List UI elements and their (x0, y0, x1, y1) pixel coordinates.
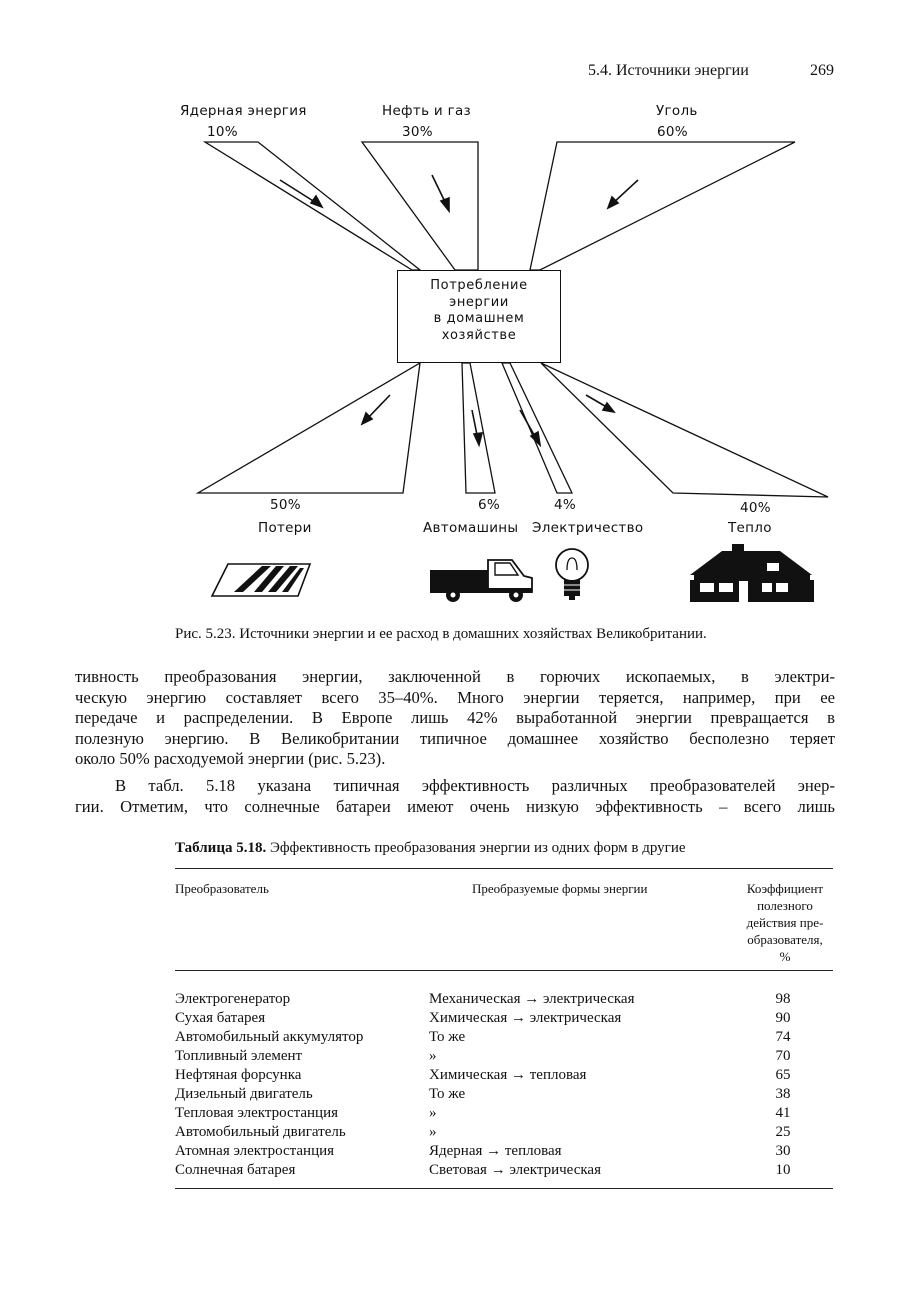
output-losses-percent: 50% (270, 497, 301, 513)
losses-flow-funnel (198, 363, 420, 493)
forms-cell: То же (429, 1029, 466, 1045)
efficiency-cell: 90 (775, 1010, 791, 1026)
forms-cell: Световая → электрическая (429, 1162, 601, 1178)
forms-cell: Химическая → электрическая (429, 1010, 622, 1026)
oil-gas-flow-funnel (362, 142, 478, 270)
efficiency-cell: 65 (775, 1067, 791, 1083)
converter-cell: Топливный элемент (175, 1048, 303, 1064)
table-row (175, 1047, 835, 1066)
paragraph-line: полезную энергию. В Великобритании типичное домашнее хозяйство бесполезно теряет (75, 728, 835, 748)
output-heat-label: Тепло (728, 520, 772, 536)
paragraph-line: ческую энергию составляет всего 35–40%. Много энергии теряется, например, при ее (75, 687, 835, 707)
truck-icon (430, 560, 532, 602)
table-top-rule (175, 868, 833, 869)
table-header-efficiency: Коэффициент полезного действия пре- образователя, % (746, 881, 824, 964)
converter-cell: Автомобильный аккумулятор (175, 1029, 364, 1045)
converter-cell: Сухая батарея (175, 1010, 266, 1026)
forms-cell: Ядерная → тепловая (429, 1143, 562, 1159)
source-nuclear-label: Ядерная энергия (180, 103, 307, 119)
house-icon (690, 544, 814, 602)
converter-cell: Атомная электростанция (175, 1143, 335, 1159)
source-oil-gas-label: Нефть и газ (382, 103, 472, 119)
output-heat-percent: 40% (740, 500, 771, 516)
output-losses-label: Потери (258, 520, 312, 536)
converter-cell: Тепловая электростанция (175, 1105, 339, 1121)
table-row (175, 1104, 835, 1123)
source-nuclear-percent: 10% (207, 124, 238, 140)
efficiency-cell: 38 (775, 1086, 791, 1102)
table-row (175, 1161, 835, 1180)
table-caption-label: Таблица 5.18. (175, 840, 267, 856)
paragraph-line: тивность преобразования энергии, заключенной в горючих ископаемых, в электри- (75, 667, 835, 686)
coal-flow-funnel (530, 142, 795, 270)
paragraph-line: В табл. 5.18 указана типичная эффективность различных преобразователей энер- (115, 776, 835, 795)
paragraph-line: около 50% расходуемой энергии (рис. 5.23). (75, 749, 386, 768)
efficiency-cell: 98 (775, 991, 791, 1007)
efficiency-cell: 30 (775, 1143, 791, 1159)
output-cars-percent: 6% (478, 497, 501, 513)
household-consumption-box (397, 270, 561, 363)
forms-cell: » (429, 1048, 437, 1064)
forms-cell: Химическая → тепловая (429, 1067, 587, 1083)
table-row (175, 1066, 835, 1085)
table-caption (175, 840, 686, 857)
loss-stripes-icon (212, 564, 310, 596)
figure-caption: Рис. 5.23. Источники энергии и ее расход в домашних хозяйствах Великобритании. (175, 626, 707, 642)
efficiency-cell: 74 (775, 1029, 791, 1045)
nuclear-flow-funnel (205, 142, 420, 270)
efficiency-cell: 10 (775, 1162, 791, 1178)
paragraph-line: передаче и распределении. В Европе лишь 42% выработанной энергии превращается в (75, 708, 835, 727)
output-electricity-label: Электричество (532, 520, 644, 536)
table-row (175, 990, 835, 1009)
paragraph-2 (75, 776, 835, 817)
converter-cell: Электрогенератор (175, 991, 291, 1007)
forms-cell: » (429, 1124, 437, 1140)
forms-cell: » (429, 1105, 437, 1121)
source-oil-gas-percent: 30% (402, 124, 433, 140)
page-number: 269 (810, 62, 834, 79)
source-coal-percent: 60% (657, 124, 688, 140)
source-coal-label: Уголь (656, 103, 698, 119)
converter-cell: Нефтяная форсунка (175, 1067, 302, 1083)
forms-cell: То же (429, 1086, 466, 1102)
table-row (175, 1085, 835, 1104)
converter-cell: Автомобильный двигатель (175, 1124, 346, 1140)
output-electricity-percent: 4% (554, 497, 577, 513)
converter-cell: Солнечная батарея (175, 1162, 296, 1178)
table-row (175, 1028, 835, 1047)
forms-cell: Механическая → электрическая (429, 991, 635, 1007)
table-header-converter: Преобразователь (175, 881, 269, 896)
output-cars-label: Автомашины (423, 520, 519, 536)
household-consumption-label: Потребление энергии в домашнем хозяйстве (430, 278, 528, 343)
table-bottom-rule (175, 1188, 833, 1189)
efficiency-cell: 70 (775, 1048, 791, 1064)
running-head-section: 5.4. Источники энергии (588, 62, 749, 79)
table-caption-text: Эффективность преобразования энергии из одних форм в другие (269, 840, 686, 856)
efficiency-cell: 41 (775, 1105, 791, 1121)
table-row (175, 1009, 835, 1028)
efficiency-cell: 25 (775, 1124, 791, 1140)
light-bulb-icon (556, 549, 588, 600)
table-header-forms: Преобразуемые формы энергии (472, 881, 648, 896)
table-header-rule (175, 970, 833, 971)
table-row (175, 1142, 835, 1161)
converter-cell: Дизельный двигатель (175, 1086, 313, 1102)
table-body (175, 990, 835, 1180)
table-row (175, 1123, 835, 1142)
paragraph-1 (75, 667, 835, 770)
heat-flow-funnel (541, 363, 828, 497)
cars-flow-funnel (462, 363, 495, 493)
paragraph-line: гии. Отметим, что солнечные батареи имеют очень низкую эффективность – всего лишь (75, 796, 835, 816)
